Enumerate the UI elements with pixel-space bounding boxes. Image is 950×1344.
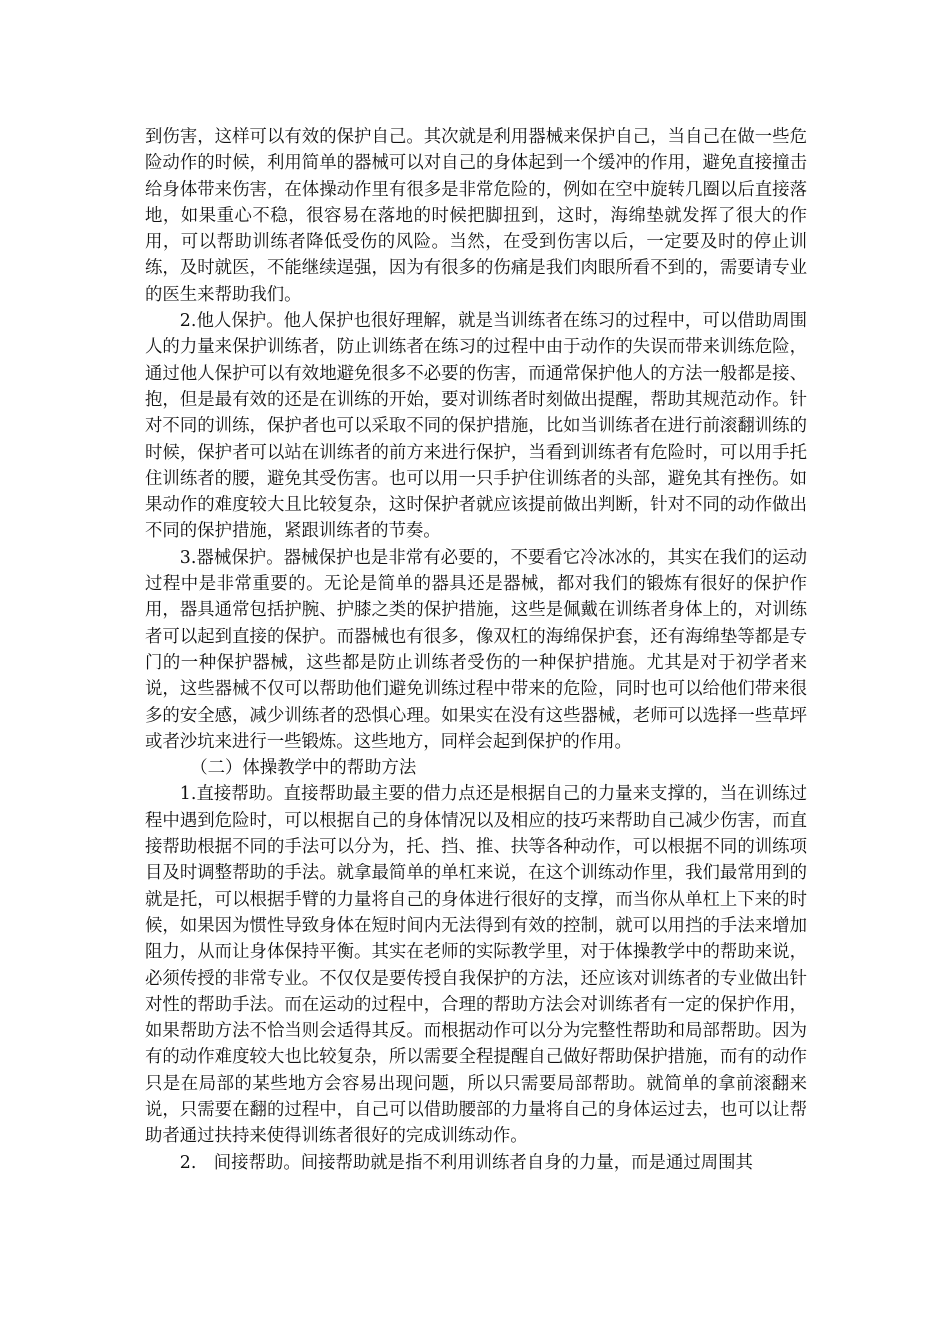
paragraph-indirect-help: 2. 间接帮助。间接帮助就是指不利用训练者自身的力量，而是通过周围其	[179, 1152, 753, 1173]
section-heading-help-methods: （二）体操教学中的帮助方法	[190, 758, 417, 779]
paragraph-equipment-protection: 3.器械保护。器械保护也是非常有必要的，不要看它冷冰冰的，其实在我们的运动过程中是非常重要的。无论是简单的器具还是器械，都对我们的锻炼有很好的保护作用，器具通常包括护腕、护膝之类的保护措施，这些是佩戴在训练者身体上的，对训练者可以起到直接的保护。而器械也有很多，像双杠的海绵保护套，还有海绵垫等都是专门的一种保护器械，这些都是防止训练者受伤的一种保护措施。尤其是对于初学者来说，这些器械不仅可以帮助他们避免训练过程中带来的危险，同时也可以给他们带来很多的安全感，减少训练者的恐惧心理。如果实在没有这些器械，老师可以选择一些草坪或者沙坑来进行一些锻炼。这些地方，同样会起到保护的作用。	[145, 547, 807, 752]
paragraph-continuation: 到伤害，这样可以有效的保护自己。其次就是利用器械来保护自己，当自己在做一些危险动作的时候，利用简单的器械可以对自己的身体起到一个缓冲的作用，避免直接撞击给身体带来伤害，在体操动作里有很多是非常危险的，例如在空中旋转几圈以后直接落地，如果重心不稳，很容易在落地的时候把脚扭到，这时，海绵垫就发挥了很大的作用，可以帮助训练者降低受伤的风险。当然，在受到伤害以后，一定要及时的停止训练，及时就医，不能继续逞强，因为有很多的伤痛是我们肉眼所看不到的，需要请专业的医生来帮助我们。	[145, 127, 807, 305]
paragraph-direct-help: 1.直接帮助。直接帮助最主要的借力点还是根据自己的力量来支撑的，当在训练过程中遇到危险时，可以根据自己的身体情况以及相应的技巧来帮助自己减少伤害，而直接帮助根据不同的手法可以分为，托、挡、推、扶等各种动作，可以根据不同的训练项目及时调整帮助的手法。就拿最简单的单杠来说，在这个训练动作里，我们最常用到的就是托，可以根据手臂的力量将自己的身体进行很好的支撑，而当你从单杠上下来的时候，如果因为惯性导致身体在短时间内无法得到有效的控制，就可以用挡的手法来增加阻力，从而让身体保持平衡。其实在老师的实际教学里，对于体操教学中的帮助来说，必须传授的非常专业。不仅仅是要传授自我保护的方法，还应该对训练者的专业做出针对性的帮助手法。而在运动的过程中，合理的帮助方法会对训练者有一定的保护作用，如果帮助方法不恰当则会适得其反。而根据动作可以分为完整性帮助和局部帮助。因为有的动作难度较大也比较复杂，所以需要全程提醒自己做好帮助保护措施，而有的动作只是在局部的某些地方会容易出现问题，所以只需要局部帮助。就简单的拿前滚翻来说，只需要在翻的过程中，自己可以借助腰部的力量将自己的身体运过去，也可以让帮助者通过扶持来使得训练者很好的完成训练动作。	[145, 784, 807, 1147]
document-page	[145, 124, 807, 1176]
paragraph-other-protection: 2.他人保护。他人保护也很好理解，就是当训练者在练习的过程中，可以借助周围人的力量来保护训练者，防止训练者在练习的过程中由于动作的失误而带来训练危险，通过他人保护可以有效地避免很多不必要的伤害，而通常保护他人的方法一般都是接、抱，但是最有效的还是在训练的开始，要对训练者时刻做出提醒，帮助其规范动作。针对不同的训练，保护者也可以采取不同的保护措施，比如当训练者在进行前滚翻训练的时候，保护者可以站在训练者的前方来进行保护，当看到训练者有危险时，可以用手托住训练者的腰，避免其受伤害。也可以用一只手护住训练者的头部，避免其有挫伤。如果动作的难度较大且比较复杂，这时保护者就应该提前做出判断，针对不同的动作做出不同的保护措施，紧跟训练者的节奏。	[145, 311, 807, 542]
